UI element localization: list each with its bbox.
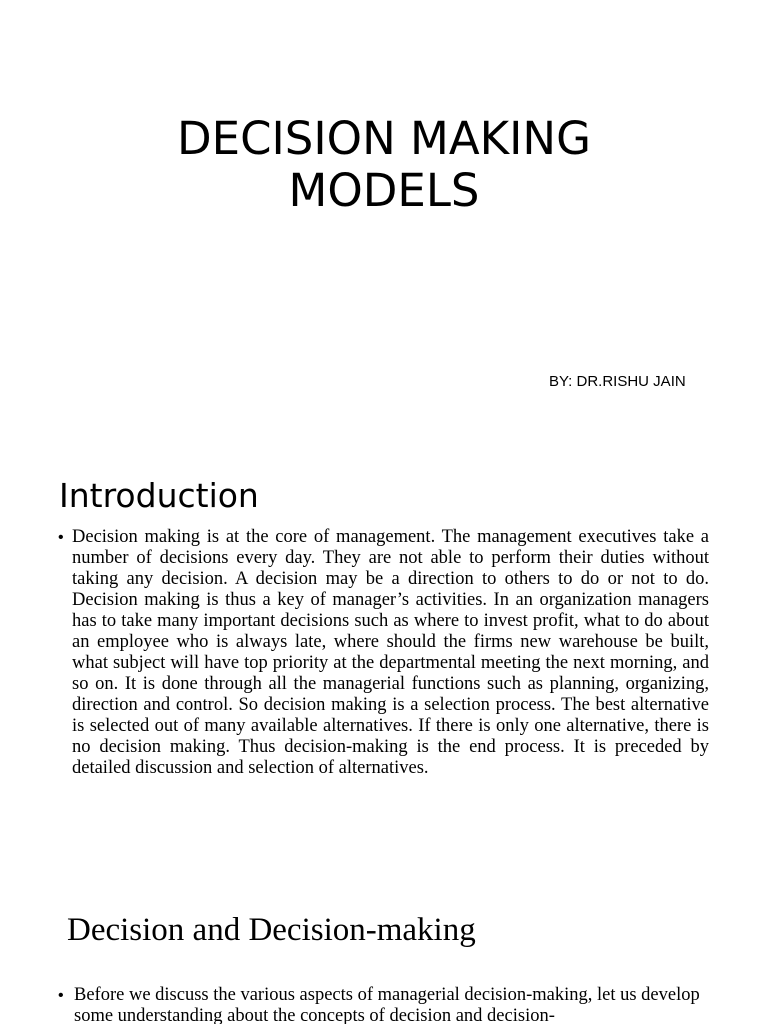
bullet-paragraph: Decision making is at the core of management. The management executives take a number of decisions every day. They are not able to perform their duties without taking any decision. A decision may be a direction to others to do or not to do. Decision making is thus a key of manager’s activities. In an organization managers has to take many important decisions such as where to invest profit, what to do about an employee who is always late, where should the firms new warehouse be built, what subject will have top priority at the departmental meeting the next morning, and so on. It is done through all the managerial functions such as planning, organizing, direction and control. So decision making is a selection process. The best alternative is selected out of many available alternatives. If there is only one alternative, there is no decision making. Thus decision-making is the end process. It is preceded by detailed discussion and selection of alternatives. <box>72 527 709 778</box>
slide-heading: Decision and Decision-making <box>67 912 476 948</box>
bullet-icon: • <box>58 987 64 1004</box>
introduction-slide <box>0 440 768 850</box>
slide-heading: Introduction <box>59 476 259 515</box>
bullet-paragraph: Before we discuss the various aspects of managerial decision-making, let us develop some understanding about the concepts of decision and decision- <box>74 985 700 1024</box>
author-byline: BY: DR.RISHU JAIN <box>549 373 686 390</box>
title-slide <box>0 0 768 440</box>
slide-title: DECISION MAKING MODELS <box>177 112 591 217</box>
bullet-icon: • <box>58 529 64 546</box>
decision-slide <box>0 850 768 1024</box>
